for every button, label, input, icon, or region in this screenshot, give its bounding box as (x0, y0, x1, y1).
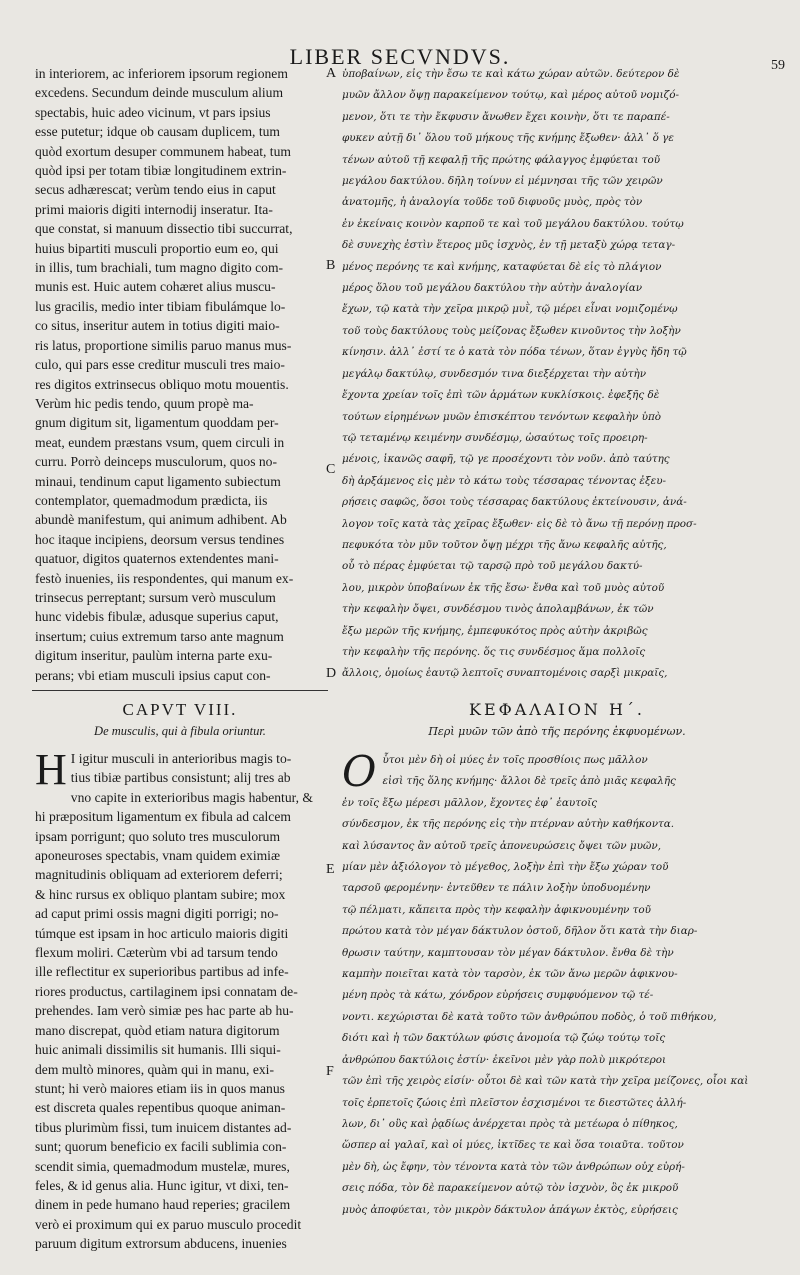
latin-text-line: munis est. Huic autem cohæret alius muscu- (35, 279, 276, 295)
greek-text-line: πρώτου κατὰ τὸν μέγαν δάκτυλον ὀστοῦ, δῆλον ὅτι κατὰ τὴν διαρ- (342, 925, 698, 938)
latin-text-line: ad caput primi ossis magni digiti porrigi; no- (35, 906, 279, 922)
greek-text-line: σύνδεσμον, ἐκ τῆς περόνης εἰς τὴν πτέρναν αὐτὴν καθήκοντα. (342, 818, 675, 831)
latin-text-line: hunc videbis fibulæ, adusque superius caput, (35, 609, 279, 625)
margin-letter-f: F (326, 1064, 334, 1079)
margin-letter-a: A (326, 66, 337, 81)
latin-text-line: sunt; quorum beneficio ex facili sublimia con- (35, 1139, 287, 1155)
latin-text-line: excedens. Secundum deinde musculum alium (35, 85, 284, 101)
greek-text-line: ἔξω μερῶν τῆς κνήμης, ἐμπεφυκότος πρὸς αὐτὴν ἀκριβῶς (342, 624, 648, 637)
greek-text-line: λογον τοῖς κατὰ τὰς χεῖρας ἔξωθεν· εἰς δὲ τὸ ἄνω τῇ περόνῃ προσ- (342, 517, 697, 530)
section-rule (32, 690, 328, 691)
greek-text-line: κίνησιν. ἀλλ᾽ ἐστί τε ὁ κατὰ τὸν πόδα τένων, ὅταν ἐγγὺς ἤδη τῷ (342, 346, 687, 359)
greek-column-bottom (342, 700, 772, 1260)
greek-text-line: ἐν τοῖς ἔξω μέρεσι μᾶλλον, ἔχοντες ἐφ᾽ ἑαυτοῖς (342, 796, 598, 809)
latin-text-line: quòd exortum desuper communem habeat, tum (35, 143, 291, 159)
latin-text-line: primi maioris digiti internodij inseratur. Ita- (35, 201, 273, 217)
greek-text-line: μένοις, ἱκανῶς σαφῆ, τῷ γε προσέχοντι τὸν νοῦν. ἀπὸ ταύτης (342, 453, 670, 466)
latin-text-line: quatuor, digitos quaternos extendentes mani- (35, 551, 279, 567)
latin-text-line: & hinc rursus ex obliquo plantam subire; mox (35, 886, 286, 902)
greek-text-line: μυὸς ἀποφύεται, τὸν μικρὸν δάκτυλον ἀπάγων ἐκτὸς, εὑρήσεις (342, 1203, 678, 1216)
latin-text-line: vno capite in exterioribus magis habentur, & (70, 789, 313, 805)
chapter-subtitle: De musculis, qui à fibula oriuntur. (94, 724, 266, 738)
latin-text-line: prehendes. Iam verò simiæ pes hac parte ab hu- (35, 1003, 294, 1019)
latin-text-line: culo, qui pars esse creditur musculi tres maio- (35, 357, 285, 373)
latin-text-line: stunt; hi verò maiores etiam iis in quos manus (35, 1080, 285, 1096)
latin-text-line: verò ei proximum qui ex paruo musculo procedit (35, 1216, 302, 1232)
latin-text-line: mano discrepat, quòd etiam natura digitorum (35, 1022, 280, 1038)
latin-text-line: tius tibiæ partibus consistunt; alij tres ab (70, 770, 291, 786)
greek-text-line: τένων αὐτοῦ τῇ κεφαλῇ τῆς πρώτης φάλαγγος ἐμφύεται τοῦ (342, 153, 661, 166)
greek-text-line: τῶν ἐπὶ τῆς χειρὸς εἰσίν· οὗτοι δὲ καὶ τῶν κατὰ τὴν χεῖρα μείζονες, οἷοι καὶ (342, 1075, 749, 1088)
greek-text-line: μυῶν ἄλλον ὄψῃ παρακείμενον τούτῳ, καὶ μέρος αὐτοῦ νομιζό- (342, 89, 680, 102)
margin-letter-b: B (326, 258, 336, 273)
greek-text-line: δὲ συνεχὴς ἐστὶν ἕτερος μῦς ἰσχνὸς, ἐν τῇ μεταξὺ χώρᾳ τεταγ- (342, 239, 676, 252)
latin-text-line: est discreta quales repentibus quoque animan- (35, 1100, 286, 1116)
latin-text-line: quòd ipsi per totam tibiæ longitudinem extrin- (35, 163, 287, 179)
latin-text-line: esse putetur; idque ob causam duplicem, tum (35, 124, 281, 140)
latin-text-line: in illis, tum brachiali, tum magno digito com- (35, 260, 284, 276)
greek-text-line: ταρσοῦ φερομένην· ἐντεῦθεν τε πάλιν λοξὴν ὑποδυομένην (342, 882, 651, 895)
greek-text-line: μενον, ὅτι τε τὴν ἔκφυσιν ἄνωθεν ἔχει κοινὴν, ὅτι τε παραπέ- (342, 110, 670, 123)
latin-text-line: aponeuroses spectabis, vnam quidem eximiæ (35, 848, 281, 864)
margin-letter-c: C (326, 462, 336, 477)
latin-text-line: lus gracilis, medio inter tibiam fibulámque lo- (35, 298, 286, 314)
latin-text-line: hoc itaque incipiens, deorsum versus tendines (35, 531, 285, 547)
greek-text-line: ἔχων, τῷ κατὰ τὴν χεῖρα μικρῷ μυῒ, τῷ μέρει εἶναι νομιζομένῳ (342, 303, 678, 316)
greek-text-line: τῷ πέλματι, κἄπειτα πρὸς τὴν κεφαλὴν ἀφικνουμένην τοῦ (342, 903, 651, 916)
greek-text-line: τοῖς ἑρπετοῖς ζώοις ἐπὶ πλεῖστον ἐσχισμένοι τε διεστῶτες ἀλλή- (342, 1096, 687, 1109)
latin-text-line: scendit simia, quemadmodum mustelæ, mures, (35, 1158, 290, 1174)
latin-text-line: túmque est ipsam in hoc articulo maioris digiti (35, 925, 289, 941)
greek-column-top (342, 64, 772, 684)
greek-text-line: μέρος ὅλου τοῦ μεγάλου δακτύλου τὴν αὐτὴν ἀναλογίαν (342, 282, 643, 295)
greek-chapter-title: ΚΕΦΑΛΑΙΟΝ Η΄. (469, 700, 645, 719)
greek-text-line: ὗτοι μὲν δὴ οἱ μύες ἐν τοῖς προσθίοις πως μᾶλλον (382, 754, 648, 766)
greek-text-line: ρήσεις σαφῶς, ὅσοι τοὺς τέσσαρας δακτύλους ἐκτείνουσιν, ἀνά- (342, 496, 687, 509)
latin-text-line: dem multò minores, quàm qui in manu, exi- (35, 1061, 274, 1077)
running-title: LIBER SECVNDVS. (289, 44, 511, 69)
latin-text-line: huius bipartiti musculi proportio eum eo, qui (35, 240, 279, 256)
greek-drop-cap: Ο (342, 747, 377, 796)
margin-letter-e: E (326, 862, 335, 877)
latin-text-line: meat, eundem præstans vsum, quem circuli in (35, 434, 285, 450)
latin-text-line: magnitudinis obliquam ad exteriorem deferri; (35, 867, 283, 883)
greek-text-line: πεφυκότα τὸν μῦν τοῦτον ὄψῃ μέχρι τῆς ἄνω κεφαλῆς αὐτῆς, (342, 538, 667, 551)
greek-text-line: λων, δι᾽ οὓς καὶ ῥᾳδίως ἀνέρχεται πρὸς τὰ μετέωρα ὁ πίθηκος, (342, 1117, 678, 1130)
greek-text-line: τούτων εἰρημένων μυῶν ἐπισκέπτου τενόντων κεφαλὴν ὑπὸ (342, 410, 662, 423)
latin-text-line: tibus plurimùm fissi, tum inuicem distantes ad- (35, 1119, 292, 1135)
greek-text-line: ἐν ἐκείναις κοινὸν καρποῦ τε καὶ τοῦ μεγάλου δακτύλου. τούτῳ (342, 217, 684, 230)
greek-text-line: τὴν κεφαλὴν ὄψει, συνδέσμου τινὸς ἀπολαμβάνων, ἐκ τῶν (342, 603, 654, 616)
latin-text-line: gnum digitum sit, ligamentum quoddam per- (35, 415, 279, 431)
latin-column-bottom (35, 700, 325, 1260)
latin-text-line: hi præpositum ligamentum ex fibula ad calcem (35, 809, 291, 825)
latin-text-line: que constat, si manuum dissectio tibi succurrat, (35, 221, 293, 237)
latin-text-line: trinsecus perreptant; sursum verò musculum (35, 589, 276, 605)
latin-text-line: minaui, tendinum caput ligamento subiectum (35, 473, 281, 489)
greek-text-line: διότι καὶ ἡ τῶν δακτύλων φύσις ἀνομοία τῷ ζώῳ τούτῳ τοῖς (342, 1032, 666, 1045)
greek-text-line: μένος περόνης τε καὶ κνήμης, καταφύεται δὲ εἰς τὸ πλάγιον (342, 260, 662, 273)
latin-text-line: ipsam porrigunt; quo soluto tres musculorum (35, 828, 281, 844)
latin-text-line: secus adhærescat; verùm tendo eius in caput (35, 182, 276, 198)
latin-text-line: paruum digitum extrorsum abducens, inuenies (35, 1236, 287, 1252)
latin-text-line: flexum moliri. Cæterùm vbi ad tarsum tendo (35, 945, 278, 961)
latin-text-line: digitum inseritur, paulùm interna parte exu- (35, 648, 273, 664)
latin-text-line: dinem in pede humano haud reperies; gracilem (35, 1197, 291, 1213)
greek-text-line: μεγάλου δακτύλου. δῆλη τοίνυν εἰ μέμνησαι τῆς τῶν χειρῶν (342, 175, 663, 188)
latin-text-line: huic animali dissimilis sit humanis. Illi siqui- (35, 1042, 281, 1058)
margin-letter-d: D (326, 666, 337, 681)
greek-text-line: μὲν δὴ, ὡς ἔφην, τὸν τένοντα κατὰ τὸν τῶν ἀνθρώπων οὐχ εὑρή- (342, 1160, 685, 1173)
latin-text-line: riores productus, cartilaginem ipsi connatam de- (35, 983, 298, 999)
latin-chapter-text (35, 745, 325, 1254)
latin-text-line: insertum; cuius extremum tarso ante magnum (35, 628, 284, 644)
latin-text-line: curru. Porrò deinceps musculorum, quos no- (35, 454, 277, 470)
greek-chapter-text (342, 747, 772, 1221)
latin-text-line: feles, & id genus alia. Hunc igitur, vt dixi, ten- (35, 1177, 289, 1193)
greek-text-line: νοντι. κεχώρισται δὲ κατὰ τοῦτο τῶν ἀνθρώπου ποδὸς, ὁ τοῦ πιθήκου, (342, 1010, 717, 1023)
latin-text-line: ris latus, proportione similis paruo manus mus- (35, 337, 292, 353)
latin-text-line: co situs, inseritur autem in totius digiti maio- (35, 318, 280, 334)
greek-text-line: τὴν κεφαλὴν τῆς περόνης. ὅς τις συνδέσμος ἅμα πολλοῖς (342, 645, 646, 658)
latin-column-top (35, 64, 325, 682)
greek-text-line: καὶ λύσαντος ἂν αὐτοῦ τρεῖς ἀπονευρώσεις ὄψει τῶν μυῶν, (342, 839, 661, 852)
greek-text-line: δὴ ἀρξάμενος εἰς μὲν τὸ κάτω τοὺς τέσσαρας τένοντας ἐξευ- (342, 474, 667, 487)
greek-text-line: θρωσιν ταύτην, καμπτουσαν τὸν μέγαν δάκτυλον. ἔνθα δὲ τὴν (342, 946, 674, 959)
latin-text-line: I igitur musculi in anterioribus magis to- (70, 751, 292, 766)
greek-text-line: τοῦ τοὺς δακτύλους τοὺς μείζονας ἔξωθεν κινοῦντος τὴν λοξὴν (342, 324, 681, 337)
latin-text-line: contemplator, quemadmodum prædicta, iis (35, 492, 268, 508)
drop-cap: H (35, 745, 67, 794)
greek-chapter-subtitle: Περὶ μυῶν τῶν ἀπὸ τῆς περόνης ἐκφυομένων. (428, 725, 686, 738)
latin-text-line: in interiorem, ac inferiorem ipsorum regionem (35, 66, 288, 81)
greek-text-line: σεις πόδα, τὸν δὲ παρακείμενον αὐτῷ τὸν ἰσχνὸν, ὃς ἐκ μικροῦ (342, 1182, 679, 1195)
greek-text-line: τῷ τεταμένῳ κειμένην συνδέσμῳ, ὡσαύτως τοῖς προειρη- (342, 431, 648, 444)
greek-text-line: φυκεν αὐτῇ δι᾽ ὅλου τοῦ μήκους τῆς κνήμης ἔξωθεν· ἀλλ᾽ ὅ γε (342, 132, 674, 145)
latin-text-line: res digitos extrinsecus obliquo motu mouentis. (35, 376, 289, 392)
greek-text-line: ἄλλοις, ὁμοίως ἑαυτῷ λεπτοῖς συναπτομένοις σαρξὶ μικραῖς, (342, 667, 668, 680)
greek-text-line: μένη πρὸς τὰ κάτω, χόνδρον εὑρήσεις συμφυόμενον τῷ τέ- (342, 989, 654, 1002)
greek-text-line: μίαν μὲν ἀξιόλογον τὸ μέγεθος, λοξὴν ἐπὶ τὴν ἔξω χώραν τοῦ (342, 861, 669, 874)
chapter-title: CAPVT VIII. (122, 700, 238, 719)
greek-text-line: ἀνθρώπου δακτύλοις ἐστίν· ἐκεῖνοι μὲν γὰρ πολὺ μικρότεροι (342, 1053, 667, 1066)
greek-text-line: μεγάλῳ δακτύλῳ, συνδεσμόν τινα διεξέρχεται τὴν αὐτὴν (342, 367, 647, 380)
latin-text-line: spectabis, huic adeo vicinum, vt pars ipsius (35, 104, 271, 120)
latin-text-line: festò inuenies, iis respondentes, qui manum ex- (35, 570, 294, 586)
greek-text-line: εἰσὶ τῆς ὅλης κνήμης· ἄλλοι δὲ τρεῖς ἀπὸ μιᾶς κεφαλῆς (382, 775, 676, 788)
latin-text-line: Verùm hic pedis tendo, quum propè ma- (35, 395, 254, 411)
greek-text-line: καμπὴν ποιεῖται κατὰ τὸν ταρσὸν, ἐκ τῶν ἄνω μερῶν ἀφικνου- (342, 968, 678, 981)
greek-text-line: ἔχοντα χρείαν τοῖς ἐπὶ τῶν ἁρμάτων κυκλίσκοις. ἐφεξῆς δὲ (342, 389, 660, 402)
greek-text-line: ὥσπερ αἱ γαλαῖ, καὶ οἱ μύες, ἰκτῖδες τε καὶ ὅσα τοιαῦτα. τοῦτον (342, 1139, 684, 1152)
latin-text-line: ille reflectitur ex superioribus partibus ad infe- (35, 964, 289, 980)
greek-text-line: οὗ τὸ πέρας ἐμφύεται τῷ ταρσῷ πρὸ τοῦ μεγάλου δακτύ- (342, 560, 643, 573)
latin-text-line: perans; vbi etiam musculi ipsius caput con- (35, 667, 271, 682)
greek-text-line: ἀνατομῆς, ἡ ἀναλογία τοῦδε τοῦ διφυοῦς μυὸς, πρὸς τὸν (342, 196, 643, 209)
greek-text-line: λου, μικρὸν ὑποβαίνων ἐκ τῆς ἔσω· ἔνθα καὶ τοῦ μυὸς αὐτοῦ (342, 581, 665, 594)
page-number: 59 (771, 58, 785, 73)
latin-text-line: abundè manifestum, qui animum adhibent. Ab (35, 512, 287, 528)
greek-text-line: ὑποβαίνων, εἰς τὴν ἔσω τε καὶ κάτω χώραν αὐτῶν. δεύτερον δὲ (342, 68, 680, 80)
